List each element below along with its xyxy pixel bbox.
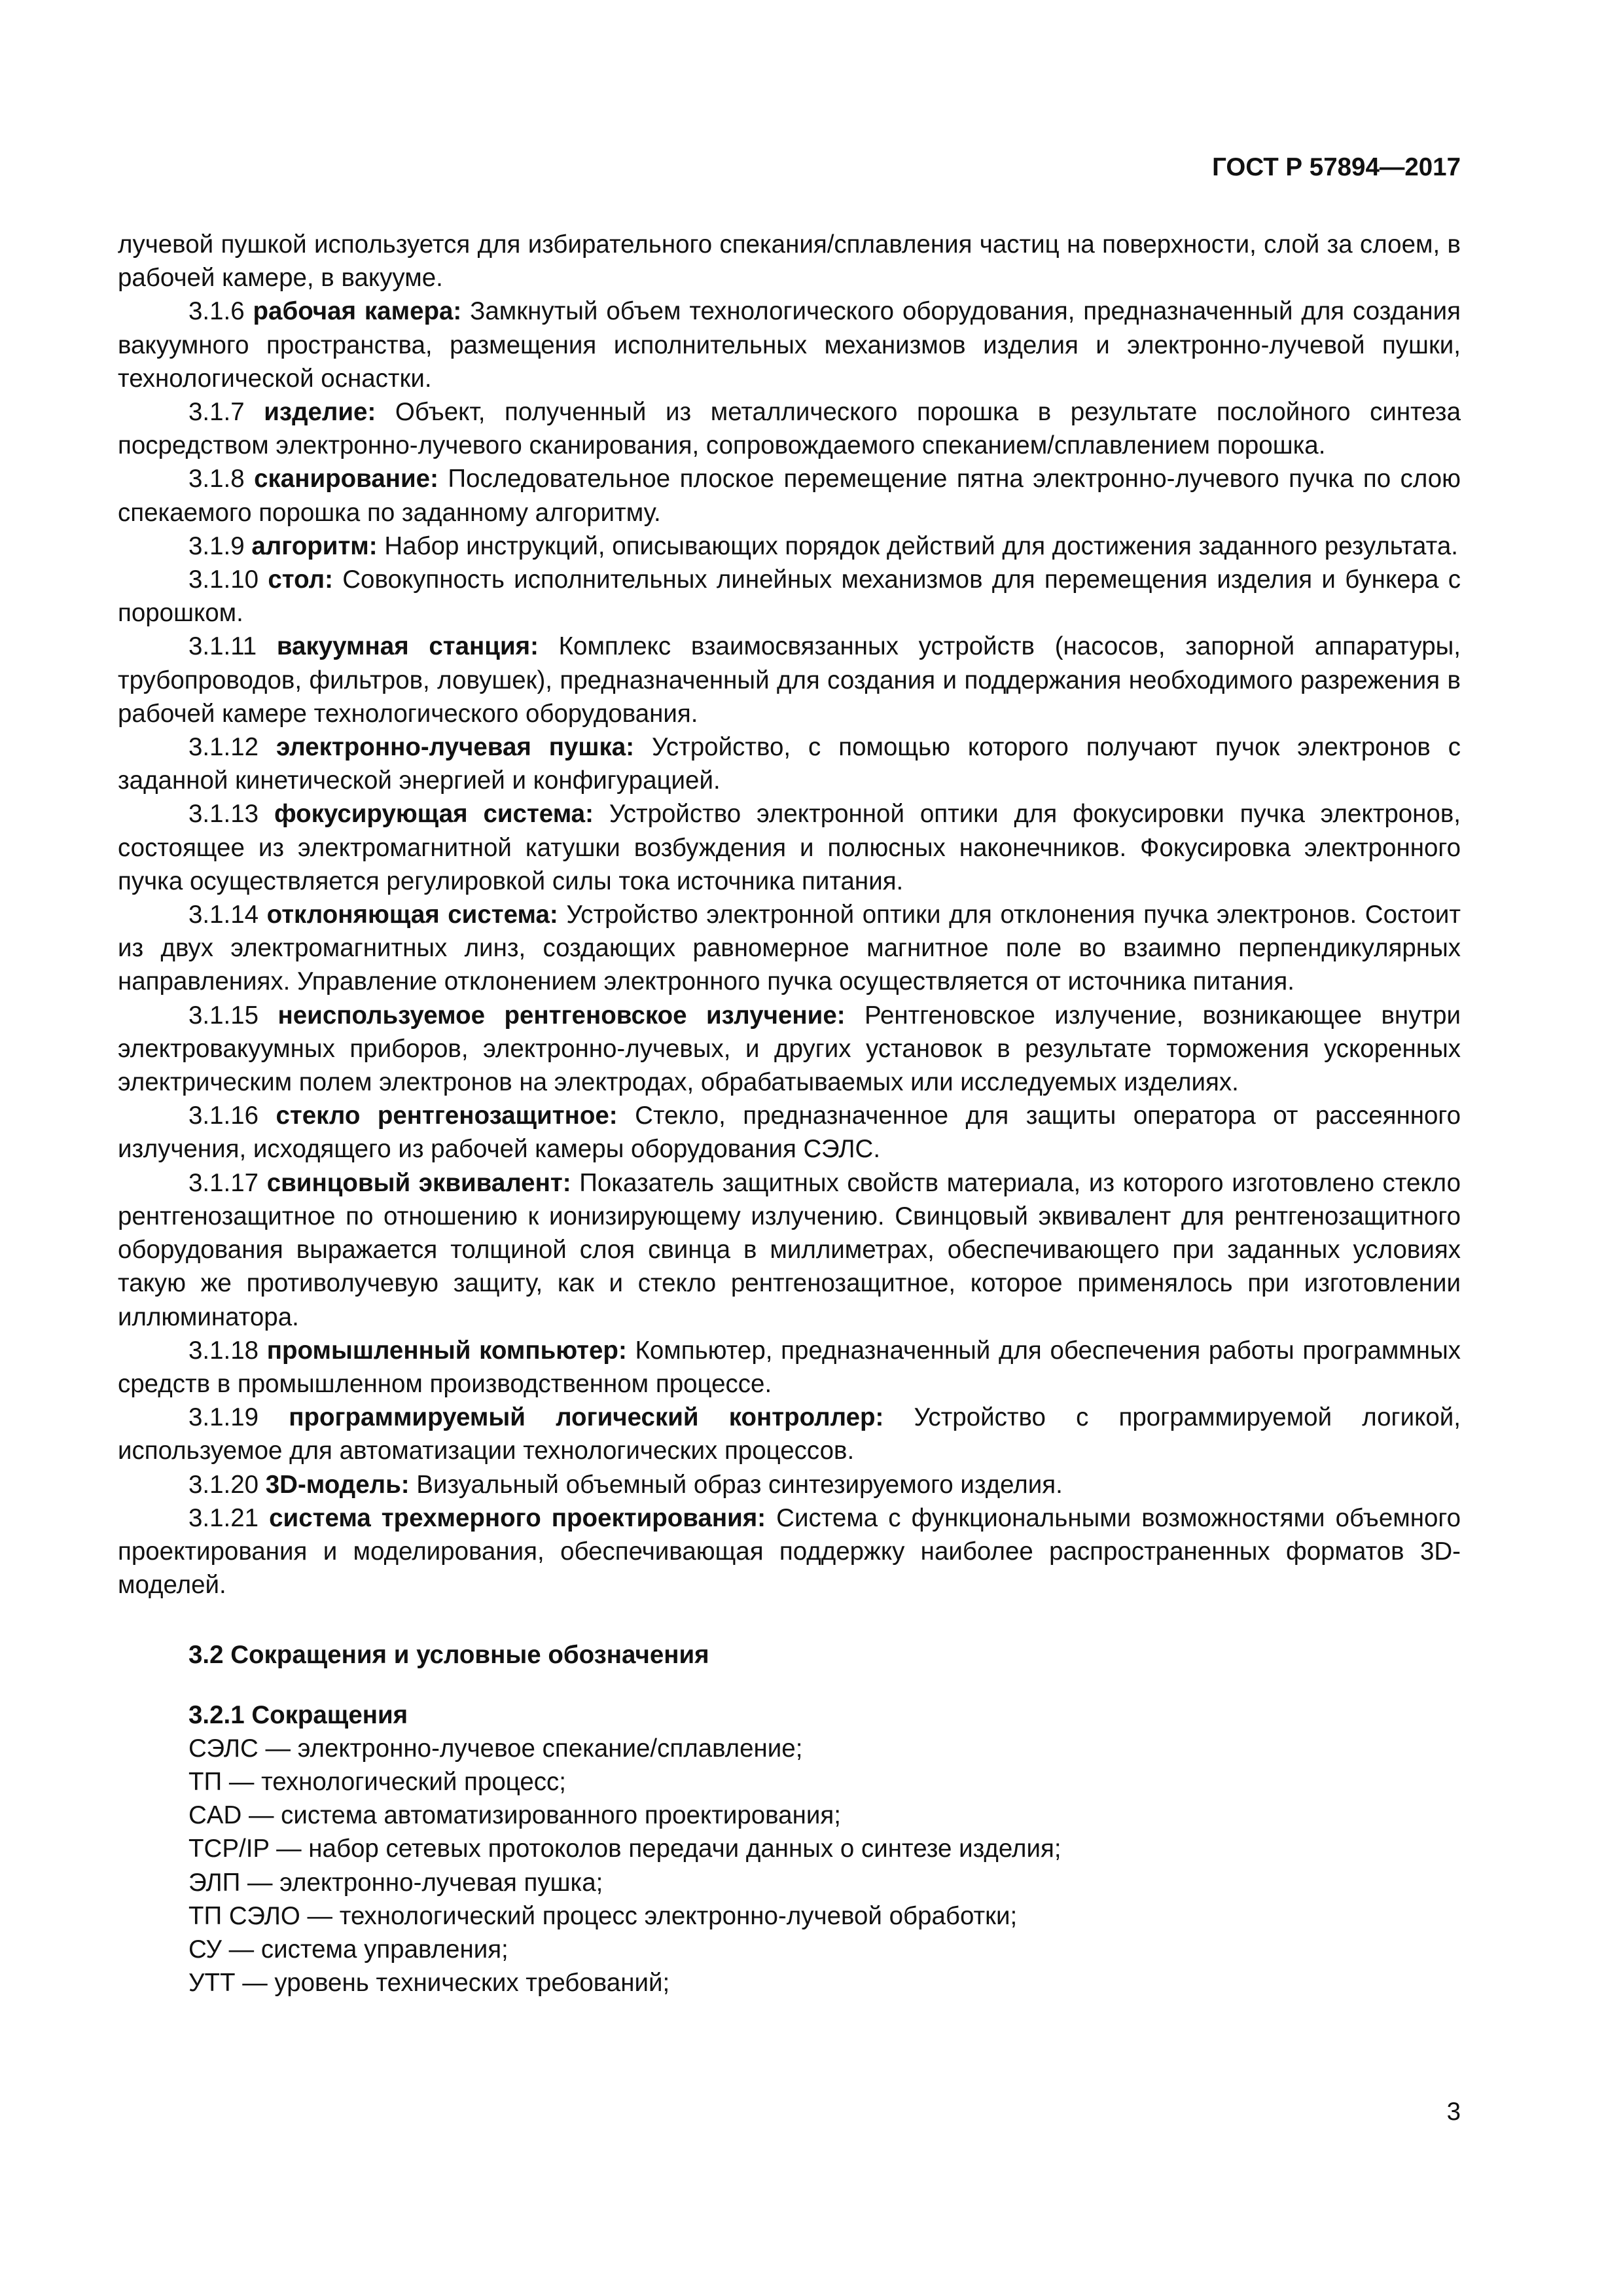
standard-header: ГОСТ Р 57894—2017 — [1212, 153, 1461, 181]
definition-text: Рентгеновское излучение, возникающее внутри электровакуумных приборов, электронно-лучевых, и других установок в результате торможения ускоренных электрическим полем электронов на электродах, обрабатываемых или исследуемых изделиях. — [118, 1001, 1461, 1097]
page-number: 3 — [1446, 2098, 1461, 2126]
definition-text: Визуальный объемный образ синтезируемого изделия. — [416, 1470, 1063, 1499]
definition-text: Показатель защитных свойств материала, из которого изготовлено стекло рентгенозащитное по отношению к ионизирующему излучению. Свинцовый эквивалент для рентгенозащитного оборудования выражается толщиной слоя свинца в миллиметрах, обеспечивающего при заданных условиях такую же противолучевую защиту, как и стекло рентгенозащитное, которое применялось при изготовлении иллюминатора. — [118, 1168, 1461, 1331]
definition-term: сканирование: — [254, 465, 438, 493]
definition-item — [118, 1501, 1461, 1602]
definition-term: свинцовый эквивалент: — [266, 1168, 571, 1197]
subsection-title: 3.2.1 Сокращения — [188, 1700, 408, 1729]
definition-item — [118, 563, 1461, 630]
definition-text: Устройство электронной оптики для фокусировки пучка электронов, состоящее из электромагнитной катушки возбуждения и полюсных наконечников. Фокусировка электронного пучка осуществляется регулировкой силы тока источника питания. — [118, 800, 1461, 895]
definition-item — [118, 630, 1461, 730]
definition-item — [118, 1401, 1461, 1467]
definition-number: 3.1.18 — [188, 1336, 259, 1365]
definition-term: стекло рентгенозащитное: — [276, 1102, 618, 1130]
definition-item — [118, 1334, 1461, 1401]
definition-number: 3.1.13 — [188, 800, 259, 829]
definition-term: фокусирующая система: — [274, 800, 594, 829]
definition-term: изделие: — [264, 398, 376, 427]
definition-number: 3.1.16 — [188, 1102, 259, 1130]
definition-term: промышленный компьютер: — [266, 1336, 627, 1365]
definition-number: 3.1.20 — [188, 1470, 259, 1499]
definition-number: 3.1.17 — [188, 1168, 259, 1197]
definition-number: 3.1.21 — [188, 1503, 259, 1532]
definition-term: рабочая камера: — [253, 297, 462, 326]
definition-text: Устройство электронной оптики для отклонения пучка электронов. Состоит из двух электромагнитных линз, создающих равномерное магнитное поле во взаимно перпендикулярных направлениях. Управление отклонением электронного пучка осуществляется от источника питания. — [118, 901, 1461, 996]
definition-term: отклоняющая система: — [266, 901, 558, 929]
abbreviation-item: СУ — система управления; — [188, 1935, 508, 1964]
definition-term: неиспользуемое рентгеновское излучение: — [277, 1001, 846, 1030]
definition-text: Компьютер, предназначенный для обеспечения работы программных средств в промышленном производственном процессе. — [118, 1336, 1461, 1398]
page-content — [118, 228, 1461, 2000]
definition-text: Устройство с программируемой логикой, используемое для автоматизации технологических процессов. — [118, 1403, 1461, 1465]
abbreviation-item: CAD — система автоматизированного проектирования; — [188, 1801, 841, 1830]
definition-number: 3.1.19 — [188, 1403, 259, 1432]
definition-item — [118, 462, 1461, 529]
definition-number: 3.1.15 — [188, 1001, 259, 1030]
abbreviation-item: ТП СЭЛО — технологический процесс электронно-лучевой обработки; — [188, 1901, 1018, 1930]
definition-item — [118, 395, 1461, 462]
intro-line: лучевой пушкой используется для избирательного спекания/сплавления частиц на поверхности, слой — [118, 230, 1320, 259]
definition-text: Набор инструкций, описывающих порядок действий для достижения заданного результата. — [384, 531, 1458, 560]
definition-item — [118, 1099, 1461, 1166]
definition-item — [118, 797, 1461, 898]
definition-term: стол: — [268, 565, 333, 594]
section-title: 3.2 Сокращения и условные обозначения — [188, 1641, 709, 1670]
definition-number: 3.1.8 — [188, 465, 245, 493]
definition-number: 3.1.10 — [188, 565, 259, 594]
definition-text: Стекло, предназначенное для защиты оператора от рассеянного излучения, исходящего из рабочей камеры оборудования СЭЛС. — [118, 1102, 1461, 1164]
definition-term: вакуумная станция: — [276, 632, 539, 661]
definition-item — [118, 730, 1461, 797]
intro-line: за слоем, в рабочей камере, в вакууме. — [118, 230, 1461, 293]
definition-item — [118, 898, 1461, 999]
abbreviation-item: УТТ — уровень технических требований; — [188, 1969, 670, 1998]
definition-number: 3.1.11 — [188, 632, 257, 661]
definition-text: Комплекс взаимосвязанных устройств (насосов, запорной аппаратуры, трубопроводов, фильтров, ловушек), предназначенный для создания и поддержания необходимого разрежения в рабочей камере технологического оборудования. — [118, 632, 1461, 728]
definition-term: алгоритм: — [251, 531, 378, 560]
definitions-list — [118, 295, 1461, 1602]
abbreviation-item: ЭЛП — электронно-лучевая пушка; — [188, 1868, 603, 1897]
definition-number: 3.1.12 — [188, 733, 259, 762]
definition-number: 3.1.7 — [188, 398, 245, 427]
definition-term: 3D-модель: — [265, 1470, 410, 1499]
abbreviation-item: СЭЛС — электронно-лучевое спекание/сплавление; — [188, 1734, 803, 1763]
definition-text: Замкнутый объем технологического оборудования, предназначенный для создания вакуумного пространства, размещения исполнительных механизмов изделия и электронно-лучевой пушки, технологической оснастки. — [118, 297, 1461, 393]
definition-text: Объект, полученный из металлического порошка в результате послойного синтеза посредством электронно-лучевого сканирования, сопровождаемого спеканием/сплавлением порошка. — [118, 398, 1461, 460]
definition-item — [118, 295, 1461, 395]
definition-term: система трехмерного проектирования: — [269, 1503, 766, 1532]
definition-term: программируемый логический контроллер: — [289, 1403, 884, 1432]
definition-text: Система с функциональными возможностями объемного проектирования и моделирования, обеспечивающая поддержку наиболее распространенных форматов 3D-моделей. — [118, 1503, 1461, 1600]
definition-item — [118, 999, 1461, 1100]
abbreviation-item: TCP/IP — набор сетевых протоколов передачи данных о синтезе изделия; — [188, 1835, 1061, 1863]
definition-number: 3.1.9 — [188, 531, 245, 560]
abbreviation-item: ТП — технологический процесс; — [188, 1767, 566, 1796]
definition-term: электронно-лучевая пушка: — [276, 733, 635, 762]
definition-text: Последовательное плоское перемещение пятна электронно-лучевого пучка по слою спекаемого порошка по заданному алгоритму. — [118, 465, 1461, 527]
definition-item — [118, 1468, 1461, 1501]
definition-number: 3.1.14 — [188, 901, 259, 929]
definition-text: Устройство, с помощью которого получают пучок электронов с заданной кинетической энергией и конфигурацией. — [118, 733, 1461, 795]
definition-item — [118, 529, 1461, 563]
definition-number: 3.1.6 — [188, 297, 245, 326]
abbreviations-list — [118, 1732, 1461, 2000]
definition-item — [118, 1166, 1461, 1334]
definition-text: Совокупность исполнительных линейных механизмов для перемещения изделия и бункера с порошком. — [118, 565, 1461, 628]
intro-paragraph — [118, 228, 1461, 295]
